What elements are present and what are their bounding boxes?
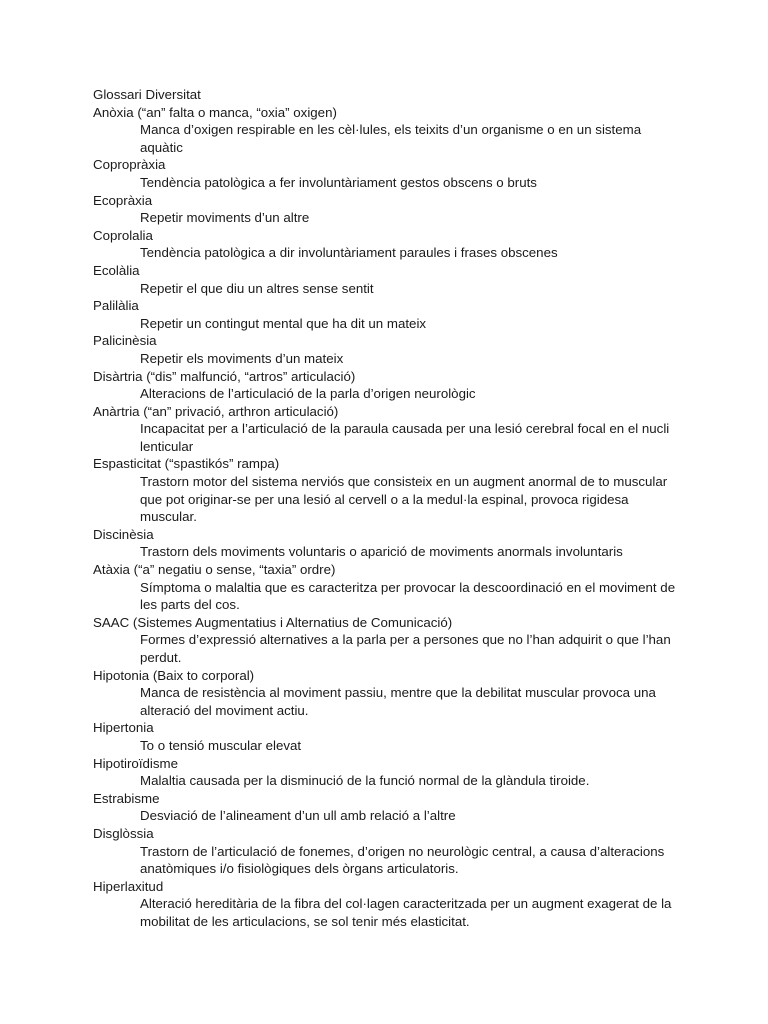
glossary-entry [93, 297, 693, 332]
glossary-term: Discinèsia [93, 526, 154, 542]
glossary-entry [93, 614, 693, 667]
glossary-definition: Trastorn dels moviments voluntaris o aparició de moviments anormals involuntaris [140, 544, 623, 560]
glossary-definition: Repetir un contingut mental que ha dit un mateix [140, 315, 427, 331]
glossary-entry [93, 332, 693, 367]
glossary-definition: To o tensió muscular elevat [140, 737, 302, 753]
glossary-definition: Trastorn motor del sistema nerviós que consisteix en un augment anormal de to muscular que pot originar-se per una lesió al cervell o a la medul·la espinal, provoca rigidesa muscular. [140, 474, 668, 525]
glossary-definition: Tendència patològica a dir involuntàriament paraules i frases obscenes [140, 245, 558, 261]
glossary-entry [93, 526, 693, 561]
glossary-definition: Repetir moviments d’un altre [140, 210, 310, 226]
glossary-definition: Símptoma o malaltia que es caracteritza per provocar la descoordinació en el moviment de les parts del cos. [140, 579, 676, 613]
glossary-term: Disglòssia [93, 825, 154, 841]
glossary-definition: Malaltia causada per la disminució de la funció normal de la glàndula tiroide. [140, 773, 590, 789]
glossary-entry [93, 227, 693, 262]
glossary-term: Hipotonia (Baix to corporal) [93, 667, 255, 683]
glossary-entry [93, 790, 693, 825]
glossary-entry [93, 719, 693, 754]
document-title: Glossari Diversitat [93, 87, 201, 102]
glossary-term: Hipertonia [93, 720, 154, 736]
glossary-entry [93, 156, 693, 191]
glossary-term: SAAC (Sistemes Augmentatius i Alternatius de Comunicació) [93, 614, 453, 630]
glossary-term: Espasticitat (“spastikós” rampa) [93, 456, 280, 472]
glossary-definition: Desviació de l’alineament d’un ull amb relació a l’altre [140, 808, 456, 824]
glossary-entry [93, 825, 693, 878]
glossary-term: Estrabisme [93, 790, 160, 806]
glossary-term: Disàrtria (“dis” malfunció, “artros” articulació) [93, 368, 356, 384]
glossary-definition: Manca de resistència al moviment passiu, mentre que la debilitat muscular provoca una alteració del moviment actiu. [140, 685, 656, 718]
glossary-term: Hipotiroïdisme [93, 755, 178, 771]
glossary-definition: Repetir el que diu un altres sense sentit [140, 280, 374, 296]
glossary-term: Palicinèsia [93, 333, 157, 349]
glossary-definition: Incapacitat per a l’articulació de la paraula causada per una lesió cerebral focal en el nucli lenticular [140, 421, 670, 454]
glossary-entry [93, 667, 693, 720]
glossary-definition: Tendència patològica a fer involuntàriament gestos obscens o bruts [140, 174, 537, 190]
document-page [93, 86, 693, 931]
glossary-definition: Formes d’expressió alternatives a la parla per a persones que no l’han adquirit o que l’han perdut. [140, 632, 671, 665]
glossary-definition: Manca d’oxigen respirable en les cèl·lules, els teixits d’un organisme o en un sistema aquàtic [140, 122, 642, 155]
glossary-definition: Repetir els moviments d’un mateix [140, 350, 344, 366]
glossary-definition: Alteració hereditària de la fibra del col·lagen caracteritzada per un augment exagerat de la mobilitat de les articulacions, se sol tenir més elasticitat. [140, 896, 672, 929]
glossary-term: Anàrtria (“an” privació, arthron articulació) [93, 403, 339, 419]
glossary-term: Copropràxia [93, 157, 166, 173]
glossary-entry [93, 878, 693, 931]
glossary-entry [93, 104, 693, 157]
glossary-entry [93, 192, 693, 227]
glossary-definition: Trastorn de l’articulació de fonemes, d’origen no neurològic central, a causa d’alteracions anatòmiques i/o fisiològiques dels òrgans articulatoris. [140, 843, 665, 877]
glossary-term: Ecopràxia [93, 192, 153, 208]
glossary-term: Coprolalia [93, 227, 153, 243]
glossary-term: Hiperlaxitud [93, 878, 164, 894]
glossary-entry [93, 455, 693, 525]
glossary-term: Palilàlia [93, 298, 139, 314]
glossary-term: Ecolàlia [93, 262, 140, 278]
glossary-entry [93, 561, 693, 614]
glossary-entry [93, 368, 693, 403]
glossary-definition: Alteracions de l’articulació de la parla d’origen neurològic [140, 386, 476, 402]
glossary-term: Anòxia (“an” falta o manca, “oxia” oxigen) [93, 104, 337, 120]
glossary-entry [93, 262, 693, 297]
glossary-entry [93, 403, 693, 456]
glossary-term: Atàxia (“a” negatiu o sense, “taxia” ordre) [93, 562, 336, 578]
glossary-entry [93, 755, 693, 790]
